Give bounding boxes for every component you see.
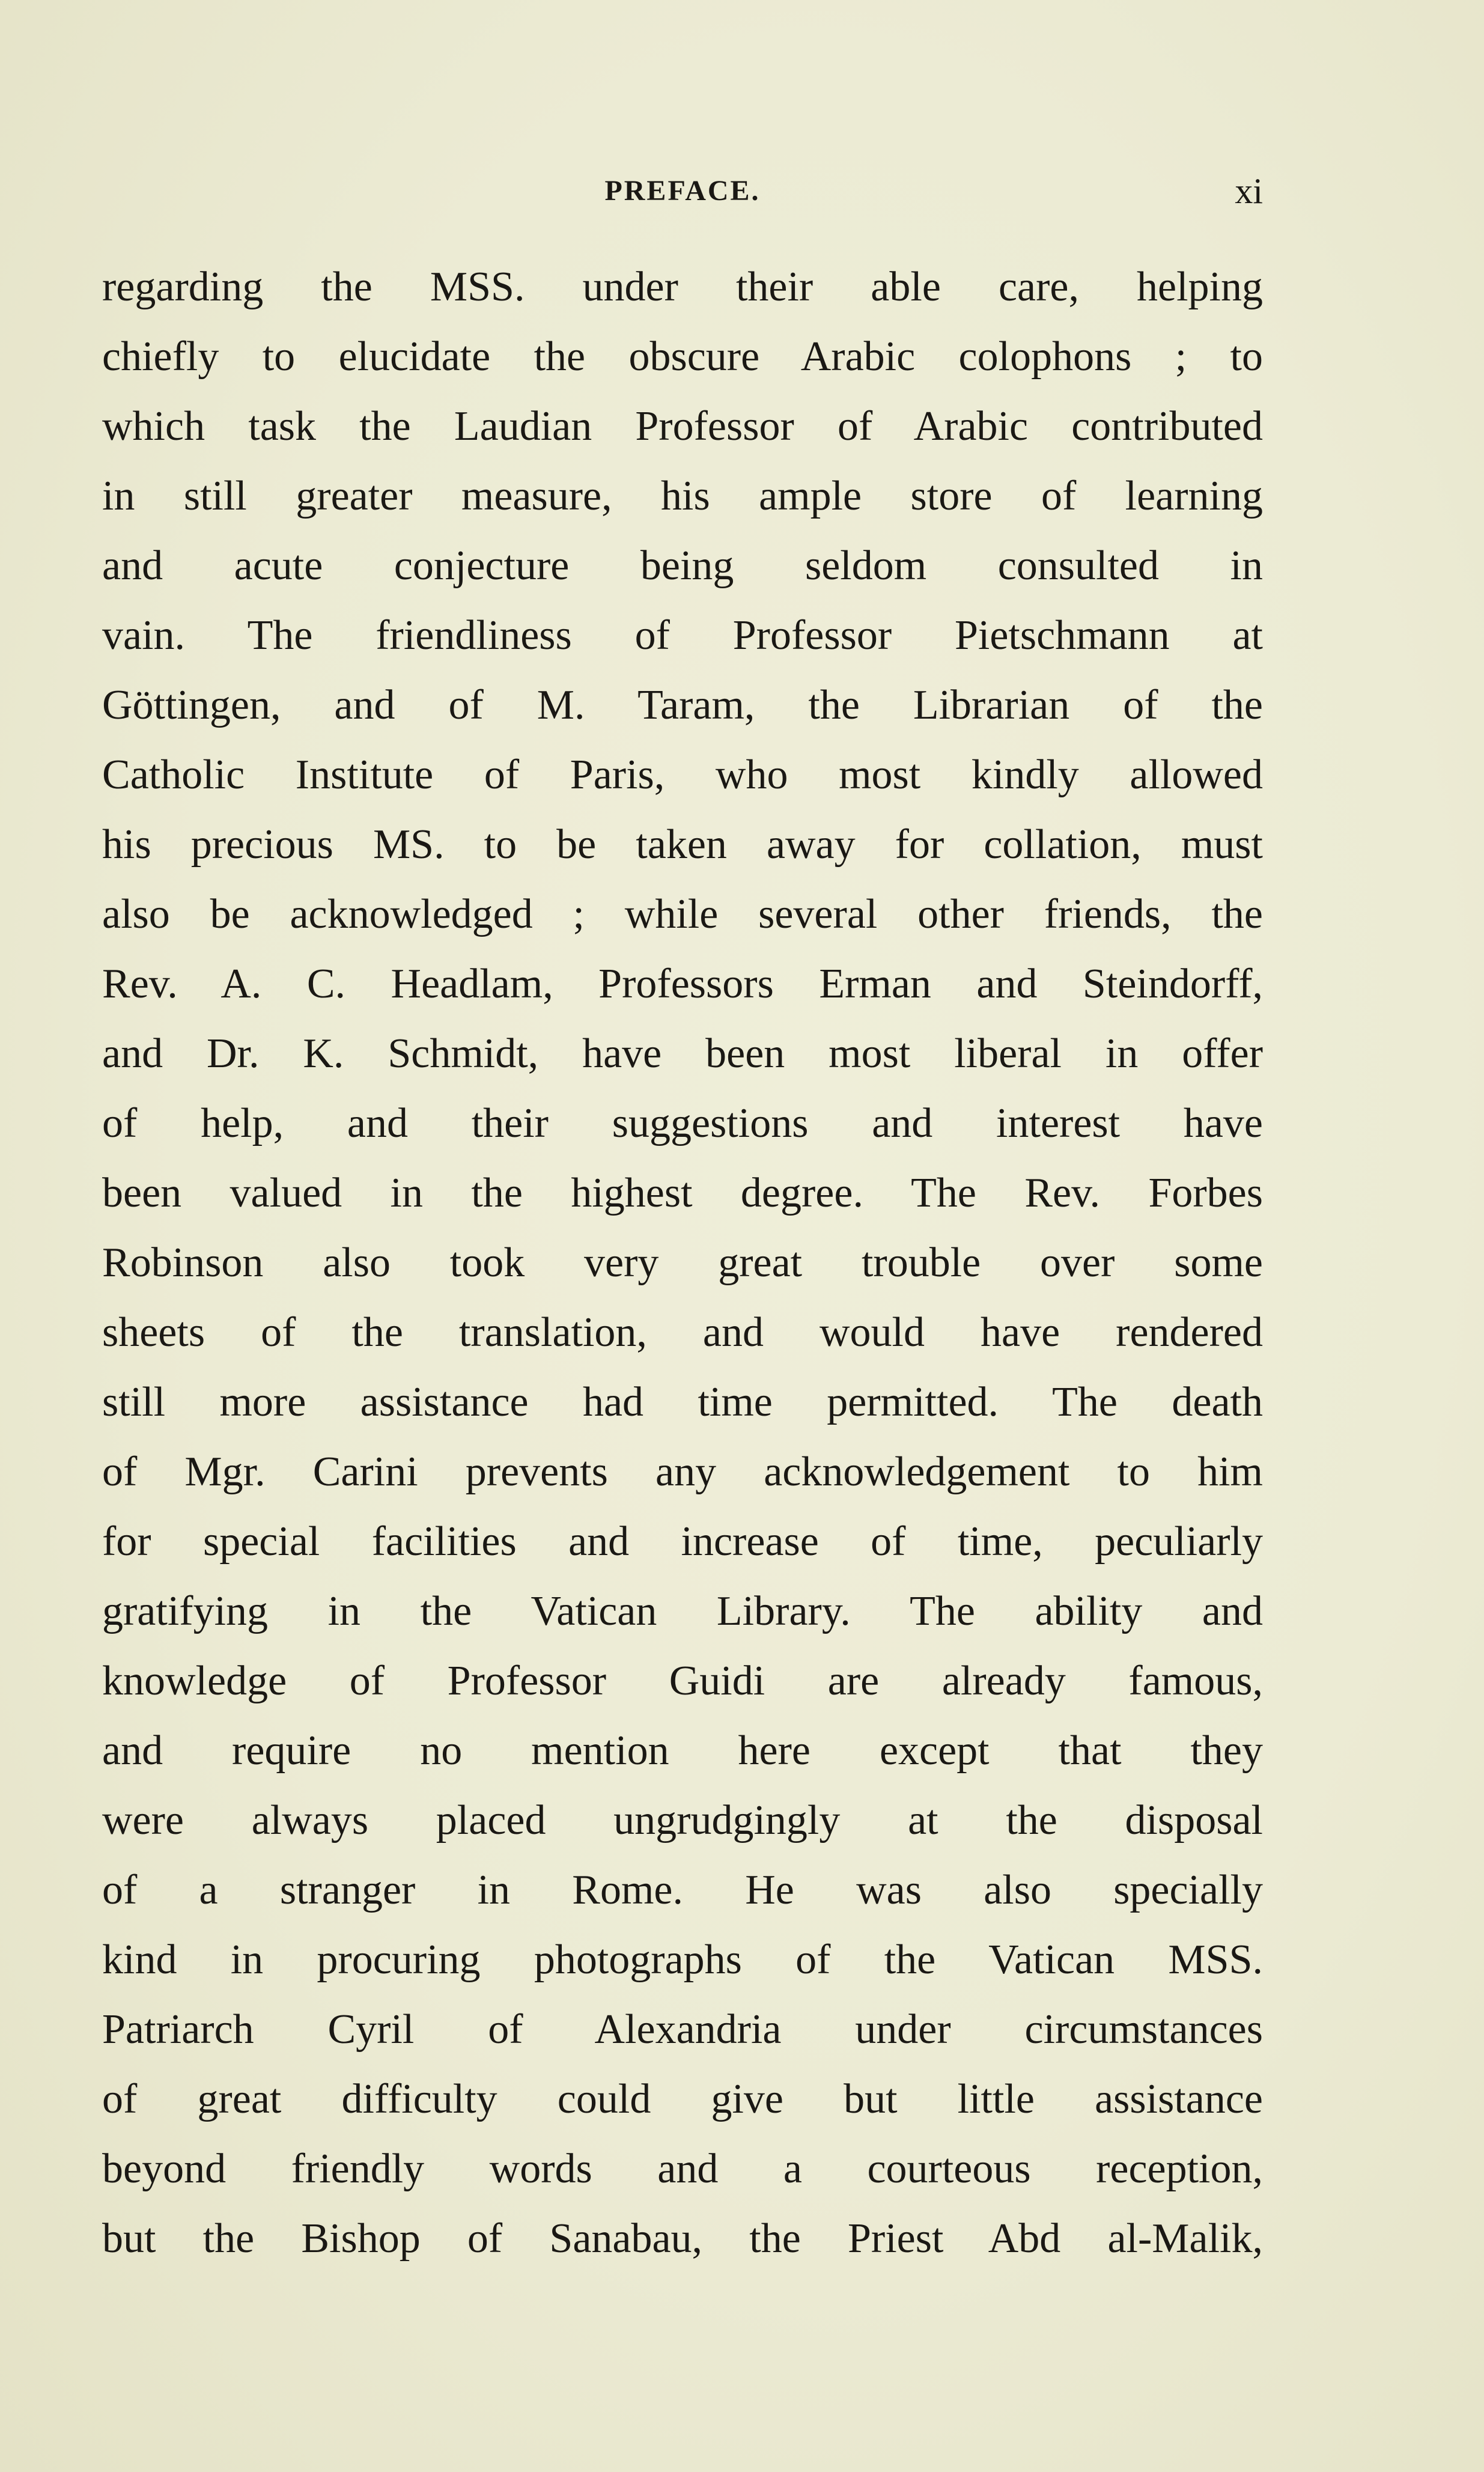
text-line: and Dr. K. Schmidt, have been most liberal in offer [102, 1031, 1263, 1077]
text-line: of great difficulty could give but little assistance [102, 2076, 1263, 2122]
text-line: of a stranger in Rome. He was also specially [102, 1867, 1263, 1913]
text-line: and acute conjecture being seldom consulted in [102, 543, 1263, 589]
text-line: Catholic Institute of Paris, who most kindly allowed [102, 752, 1263, 798]
text-line: but the Bishop of Sanabau, the Priest Abd al-Malik, [102, 2215, 1263, 2262]
text-line: gratifying in the Vatican Library. The ability and [102, 1588, 1263, 1634]
text-line: and require no mention here except that they [102, 1728, 1263, 1774]
text-line: in still greater measure, his ample store of learning [102, 473, 1263, 519]
text-line: of help, and their suggestions and interest have [102, 1100, 1263, 1146]
text-line: beyond friendly words and a courteous reception, [102, 2146, 1263, 2192]
text-line: Patriarch Cyril of Alexandria under circumstances [102, 2006, 1263, 2053]
running-head [102, 171, 1263, 216]
text-line: Göttingen, and of M. Taram, the Librarian of the [102, 682, 1263, 728]
text-line: which task the Laudian Professor of Arabic contributed [102, 403, 1263, 449]
text-line: regarding the MSS. under their able care, helping [102, 264, 1263, 310]
running-title: PREFACE. [604, 175, 761, 207]
text-line: were always placed ungrudgingly at the disposal [102, 1797, 1263, 1843]
text-line: vain. The friendliness of Professor Pietschmann at [102, 612, 1263, 659]
text-line: been valued in the highest degree. The Rev. Forbes [102, 1170, 1263, 1216]
text-line: knowledge of Professor Guidi are already famous, [102, 1658, 1263, 1704]
text-line: kind in procuring photographs of the Vatican MSS. [102, 1937, 1263, 1983]
text-line: chiefly to elucidate the obscure Arabic colophons ; to [102, 333, 1263, 380]
text-line: sheets of the translation, and would have rendered [102, 1309, 1263, 1356]
text-line: Robinson also took very great trouble over some [102, 1240, 1263, 1286]
text-line: of Mgr. Carini prevents any acknowledgement to him [102, 1449, 1263, 1495]
text-line: for special facilities and increase of time, peculiarly [102, 1518, 1263, 1565]
body-text [102, 252, 1263, 2274]
text-line: also be acknowledged ; while several other friends, the [102, 891, 1263, 937]
text-line: his precious MS. to be taken away for collation, must [102, 821, 1263, 868]
text-line: still more assistance had time permitted. The death [102, 1379, 1263, 1425]
page-number: xi [1235, 171, 1263, 211]
text-line: Rev. A. C. Headlam, Professors Erman and Steindorff, [102, 961, 1263, 1007]
